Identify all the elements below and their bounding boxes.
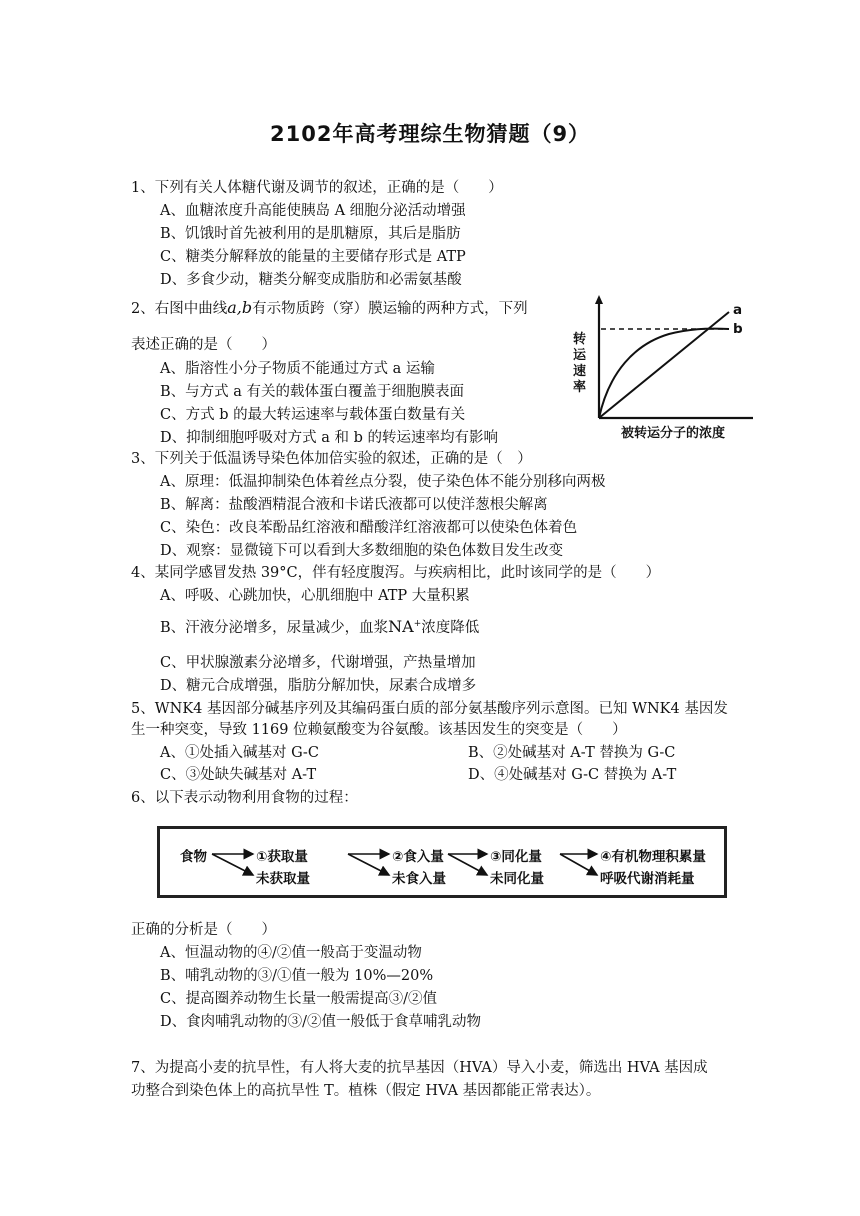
graph-y-axis-arrow	[595, 295, 603, 304]
flow-respiration: 呼吸代谢消耗量	[600, 871, 695, 887]
question-6-option-c: C、提高圈养动物生长量一般需提高③/②值	[160, 991, 437, 1007]
question-2-curve-vars: a,b	[227, 298, 253, 317]
question-5-option-b: B、②处碱基对 A-T 替换为 G-C	[468, 745, 676, 761]
question-2-option-d: D、抑制细胞呼吸对方式 a 和 b 的转运速率均有影响	[160, 430, 498, 446]
question-6-option-a: A、恒温动物的④/②值一般高于变温动物	[160, 945, 422, 961]
question-4-ion-charge: +	[413, 619, 422, 630]
question-7-stem: 7、为提高小麦的抗旱性，有人将大麦的抗旱基因（HVA）导入小麦，筛选出 HVA 基因成	[131, 1060, 708, 1076]
question-1-option-a: A、血糖浓度升高能使胰岛 A 细胞分泌活动增强	[160, 203, 466, 219]
question-3-option-b: B、解离：盐酸酒精混合液和卡诺氏液都可以使洋葱根尖解离	[160, 497, 548, 513]
graph-x-label: 被转运分子的浓度	[621, 426, 726, 441]
question-3-option-c: C、染色：改良苯酚品红溶液和醋酸洋红溶液都可以使染色体着色	[160, 520, 578, 536]
flow-assimilated: ③同化量	[490, 849, 542, 865]
question-4-ion: NA	[388, 617, 414, 636]
flow-food: 食物	[180, 849, 207, 865]
question-1-option-b: B、饥饿时首先被利用的是肌糖原，其后是脂肪	[160, 226, 461, 242]
question-5-option-a: A、①处插入碱基对 G-C	[160, 745, 319, 761]
question-6-stem-line2: 正确的分析是（ ）	[131, 922, 276, 938]
question-5-option-c: C、③处缺失碱基对 A-T	[160, 767, 317, 783]
question-1-option-d: D、多食少动，糖类分解变成脂肪和必需氨基酸	[160, 272, 462, 288]
arrow-1-to-uneaten	[348, 854, 389, 875]
arrow-2-to-unassimilated	[448, 854, 487, 875]
flow-eaten: ②食入量	[392, 849, 444, 865]
arrow-food-to-unobtained	[212, 854, 253, 875]
question-4-option-b	[160, 616, 479, 637]
question-4-option-d: D、糖元合成增强，脂肪分解加快，尿素合成增多	[160, 678, 477, 694]
graph-y-label: 转运速率	[573, 332, 587, 395]
question-2-stem	[131, 297, 528, 318]
question-2-stem-post: 有示物质跨（穿）膜运输的两种方式，下列	[252, 301, 528, 317]
food-utilization-flowchart	[157, 826, 727, 898]
question-4-option-c: C、甲状腺激素分泌增多，代谢增强，产热量增加	[160, 655, 476, 671]
flow-uneaten: 未食入量	[392, 871, 446, 887]
question-6-stem: 6、以下表示动物利用食物的过程：	[131, 790, 358, 806]
question-1-stem: 1、下列有关人体糖代谢及调节的叙述，正确的是（ ）	[131, 180, 503, 196]
transport-rate-graph	[565, 292, 765, 442]
question-7-stem-line2: 功整合到染色体上的高抗旱性 T。植株（假定 HVA 基因都能正常表达）。	[131, 1083, 601, 1099]
question-2-option-c: C、方式 b 的最大转运速率与载体蛋白数量有关	[160, 407, 466, 423]
question-2-stem-line2: 表述正确的是（ ）	[131, 337, 276, 353]
question-4-option-b-post: 浓度降低	[421, 620, 480, 636]
question-1-option-c: C、糖类分解释放的能量的主要储存形式是 ATP	[160, 249, 466, 265]
question-4-option-a: A、呼吸、心跳加快，心肌细胞中 ATP 大量积累	[160, 588, 470, 604]
curve-a-label: a	[733, 302, 743, 318]
question-6-option-b: B、哺乳动物的③/①值一般为 10%—20%	[160, 968, 434, 984]
page-title: 2102年高考理综生物猜题（9）	[270, 122, 591, 146]
question-4-stem: 4、某同学感冒发热 39°C，伴有轻度腹泻。与疾病相比，此时该同学的是（ ）	[131, 565, 661, 581]
flow-unobtained: 未获取量	[256, 871, 310, 887]
question-5-stem: 5、WNK4 基因部分碱基序列及其编码蛋白质的部分氨基酸序列示意图。已知 WNK4 基因发	[131, 701, 728, 717]
question-2-stem-pre: 2、右图中曲线	[131, 301, 228, 317]
curve-b-line	[599, 329, 729, 418]
question-2-option-b: B、与方式 a 有关的载体蛋白覆盖于细胞膜表面	[160, 384, 465, 400]
question-5-option-d: D、④处碱基对 G-C 替换为 A-T	[468, 767, 677, 783]
arrow-3-to-respiration	[560, 854, 597, 875]
curve-b-label: b	[733, 321, 743, 337]
flow-unassimilated: 未同化量	[490, 871, 544, 887]
question-6-option-d: D、食肉哺乳动物的③/②值一般低于食草哺乳动物	[160, 1014, 482, 1030]
question-2-option-a: A、脂溶性小分子物质不能通过方式 a 运输	[160, 361, 435, 377]
question-3-stem: 3、下列关于低温诱导染色体加倍实验的叙述，正确的是（ ）	[131, 451, 532, 467]
question-5-stem-line2: 生一种突变，导致 1169 位赖氨酸变为谷氨酸。该基因发生的突变是（ ）	[131, 722, 627, 738]
flow-obtained: ①获取量	[256, 849, 308, 865]
question-4-option-b-pre: B、汗液分泌增多，尿量减少，血浆	[160, 620, 389, 636]
flow-accumulated: ④有机物理积累量	[600, 849, 706, 865]
question-3-option-d: D、观察：显微镜下可以看到大多数细胞的染色体数目发生改变	[160, 543, 564, 559]
question-3-option-a: A、原理：低温抑制染色体着丝点分裂，使子染色体不能分别移向两极	[160, 474, 606, 490]
